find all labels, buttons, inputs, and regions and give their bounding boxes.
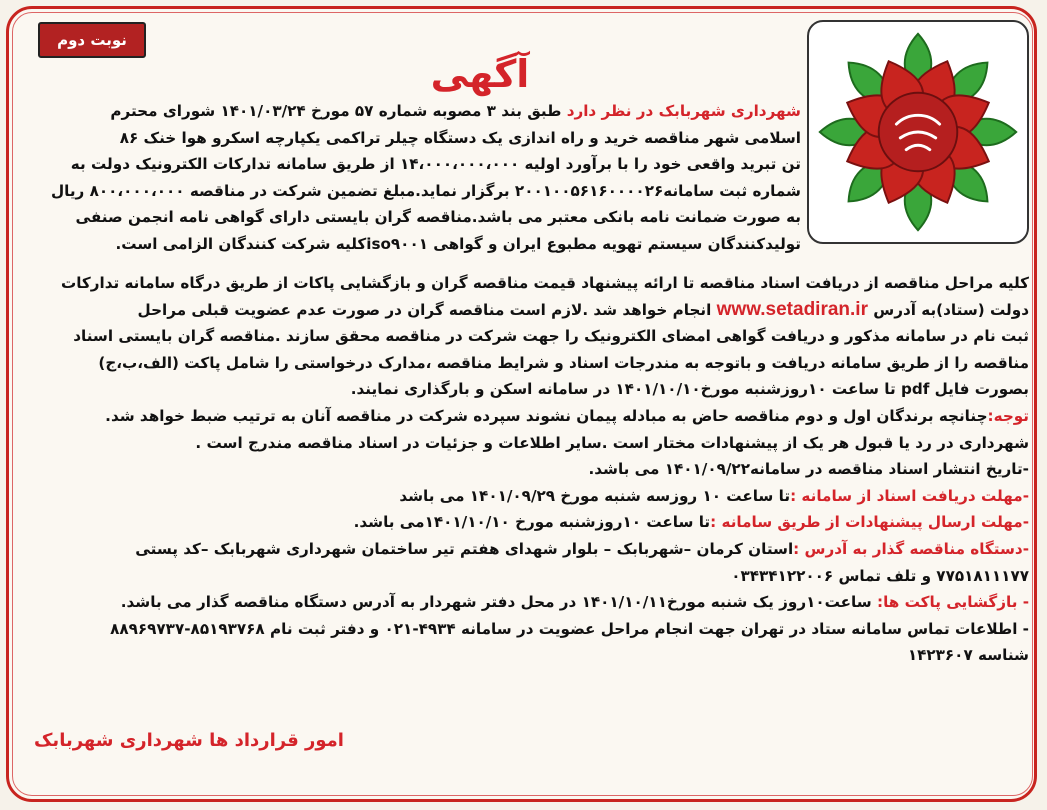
contact-line-1: - اطلاعات تماس سامانه ستاد در تهران جهت انجام مراحل عضویت در سامانه ۴۹۳۴-۰۲۱ و دفتر ثبت نام ۸۵۱۹۳۷۶۸-۸۸۹۶۹۷۳۷ <box>110 619 1029 638</box>
receive-deadline-text: تا ساعت ۱۰ روزسه شنبه مورخ ۱۴۰۱/۰۹/۲۹ می باشد <box>399 486 791 505</box>
address-text: استان کرمان –شهربابک – بلوار شهدای هفتم تیر ساختمان شهرداری شهربابک –کد پستی <box>135 539 794 558</box>
p2-line-4: مناقصه را از طریق سامانه دریافت و باتوجه به مندرجات اسناد و شرایط مناقصه ،مدارک درخواستی را شامل پاکت (الف،ب،ج) <box>98 353 1029 372</box>
note-line-1 <box>16 403 1029 430</box>
intro-line-6: تولیدکنندگان سیستم تهویه مطبوع ایران و گواهی iso۹۰۰۱کلیه شرکت کنندگان الزامی است. <box>115 234 801 253</box>
second-notice-badge: نوبت دوم <box>38 22 146 58</box>
intro-text-1: طبق بند ۳ مصوبه شماره ۵۷ مورخ ۱۴۰۱/۰۳/۲۴ شورای محترم <box>110 102 562 120</box>
receive-deadline-line <box>16 483 1029 510</box>
intro-line-5: به صورت ضمانت نامه بانکی معتبر می باشد.مناقصه گران بایستی دارای گواهی نامه انجمن صنفی <box>75 208 801 227</box>
p2-line-2 <box>16 297 1029 324</box>
p2-line-2a: دولت (ستاد)به آدرس <box>873 300 1029 319</box>
intro-paragraph <box>16 98 801 258</box>
p2-line-3: ثبت نام در سامانه مذکور و دریافت گواهی امضای الکترونیک را جهت شرکت در مناقصه محقق سازند .مناقصه گران بایستی اسناد <box>73 327 1029 346</box>
address-label: -دستگاه مناقصه گذار به آدرس : <box>793 539 1029 558</box>
note-text-1: چنانچه برندگان اول و دوم مناقصه حاض به مبادله پیمان نشوند سپرده شرکت در مناقصه آنان به ترتیب ضبط خواهد شد. <box>105 406 988 425</box>
address-line-2: ۷۷۵۱۸۱۱۱۷۷ و تلف تماس ۰۳۴۳۴۱۲۲۰۰۶ <box>731 566 1029 585</box>
address-line-1 <box>16 536 1029 563</box>
intro-lead: شهرداری شهربابک در نظر دارد <box>566 102 801 120</box>
p2-line-1: کلیه مراحل مناقصه از دریافت اسناد مناقصه تا ارائه پیشنهاد قیمت مناقصه گران و بازگشایی پاکات از طریق درگاه سامانه تدارکات <box>60 274 1029 292</box>
contact-line-2: شناسه ۱۴۲۳۶۰۷ <box>907 646 1029 665</box>
receive-deadline-label: -مهلت دریافت اسناد از سامانه : <box>790 486 1029 505</box>
main-paragraph <box>16 270 1029 669</box>
submit-deadline-label: -مهلت ارسال پیشنهادات از طریق سامانه : <box>710 513 1029 532</box>
setadiran-link[interactable]: www.setadiran.ir <box>716 298 868 320</box>
opening-text: ساعت۱۰روز یک شنبه مورخ۱۴۰۱/۱۰/۱۱ در محل دفتر شهردار به آدرس دستگاه مناقصه گذار می باشد. <box>120 593 872 612</box>
submit-deadline-line <box>16 509 1029 536</box>
note-line-2: شهرداری در رد یا قبول هر یک از پیشنهادات مختار است .سایر اطلاعات و جزئیات در اسناد مناقصه مندرج است . <box>195 433 1029 452</box>
opening-label: - بازگشایی پاکت ها: <box>877 593 1029 612</box>
publish-date-line: -تاریخ انتشار اسناد مناقصه در سامانه۱۴۰۱/۰۹/۲۲ می باشد. <box>588 460 1029 479</box>
opening-line <box>16 589 1029 616</box>
intro-line-3: تن تبرید واقعی خود را با برآورد اولیه ۱۴،۰۰۰،۰۰۰،۰۰۰ از طریق سامانه تدارکات الکترونیک دولت به <box>70 155 801 174</box>
intro-line-1 <box>16 98 801 125</box>
p2-line-2b: انجام خواهد شد .لازم است مناقصه گران در صورت عدم عضویت قبلی مراحل <box>137 300 712 319</box>
footer-signature: امور قرارداد ها شهرداری شهربابک <box>34 730 344 751</box>
intro-line-4: شماره ثبت سامانه۲۰۰۱۰۰۵۶۱۶۰۰۰۰۲۶ برگزار نماید.مبلغ تضمین شرکت در مناقصه ۸۰۰،۰۰۰،۰۰۰ ریال <box>50 181 801 200</box>
note-label: توجه: <box>987 406 1029 425</box>
p2-line-5: بصورت فایل pdf تا ساعت ۱۰روزشنبه مورخ۱۴۰۱/۱۰/۱۰ در سامانه اسکن و بارگذاری نمایند. <box>350 380 1029 399</box>
flower-emblem-icon <box>809 22 1027 242</box>
page-title: آگهی <box>430 52 530 96</box>
municipality-logo <box>807 20 1029 244</box>
intro-line-2: اسلامی شهر مناقصه خرید و راه اندازی یک دستگاه چیلر تراکمی یکپارچه اسکرو هوا خنک ۸۶ <box>119 128 801 147</box>
submit-deadline-text: تا ساعت ۱۰روزشنبه مورخ ۱۴۰۱/۱۰/۱۰می باشد. <box>353 513 711 532</box>
